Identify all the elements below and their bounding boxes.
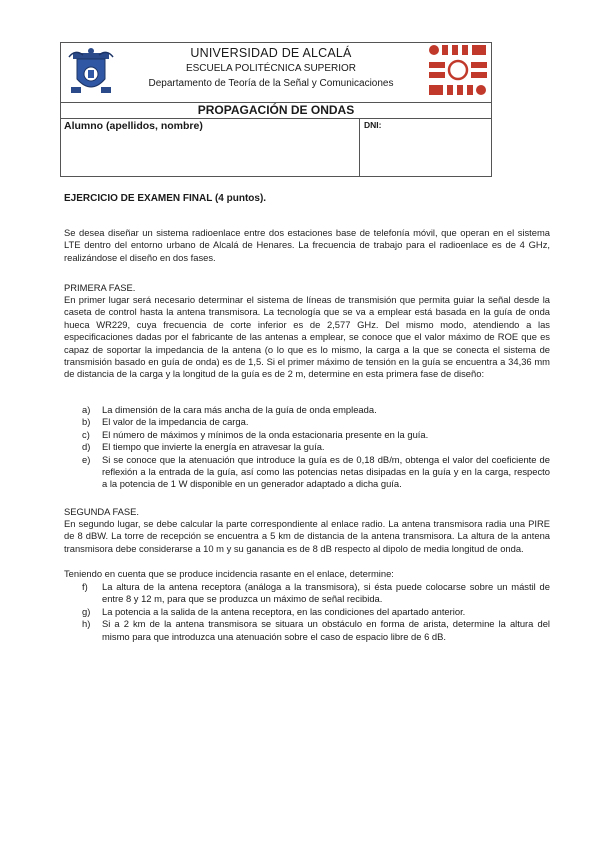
phase2-lead: Teniendo en cuenta que se produce incidencia rasante en el enlace, determine:	[64, 568, 394, 579]
list-item	[82, 441, 550, 453]
list-item	[82, 618, 550, 643]
phase1-heading: PRIMERA FASE.	[64, 282, 136, 293]
header-institution-row	[61, 43, 491, 103]
list-item-text: La dimensión de la cara más ancha de la guía de onda empleada.	[102, 404, 377, 415]
dni-divider	[359, 118, 360, 176]
subject-title: PROPAGACIÓN DE ONDAS	[197, 103, 355, 117]
list-marker: h)	[82, 618, 91, 630]
phase1-paragraph: En primer lugar será necesario determinar el sistema de líneas de transmisión que permita guiar la señal desde la caseta de control hasta la antena transmisora. La tecnología que se va a emplear está basada en la guía de onda hueca WR229, cuya frecuencia de corte inferior es de 2,577 GHz. Del mismo modo, atendiendo a las especificaciones dadas por el fabricante de las antenas a emplear, se conoce que el valor máximo de ROE que es capaz de soportar la impedancia de la antena (o lo que es lo mismo, la carga a la que se conecta el sistema de transmisión basado en guía de onda) es de 1,5. Si el primer máximo de tensión en la guía se encuentra a 34,36 mm de distancia de la carga y la longitud de la guía es de 2 m, determine en esta primera fase de diseño:	[64, 294, 550, 380]
list-marker: e)	[82, 453, 91, 465]
list-item	[82, 404, 550, 416]
list-marker: c)	[82, 428, 90, 440]
list-marker: a)	[82, 404, 91, 415]
phase2-list	[82, 581, 550, 643]
list-item-text: El tiempo que invierte la energía en atravesar la guía.	[102, 441, 325, 453]
phase2-heading: SEGUNDA FASE.	[64, 506, 140, 517]
list-item	[82, 454, 550, 491]
list-marker: d)	[82, 441, 91, 453]
list-marker: g)	[82, 605, 91, 617]
phase1-list	[82, 404, 550, 491]
student-row	[61, 118, 491, 176]
subject-row	[61, 102, 491, 119]
list-marker: b)	[82, 416, 91, 428]
list-item-text: Si se conoce que la atenuación que introduce la guía es de 0,18 dB/m, obtenga el valor del coeficiente de reflexión a la entrada de la guía, así como las potencias netas disipadas en la guía y en la carga, respecto a la potencia de 1 W disponible en un generador adaptado a dicha guía.	[102, 453, 550, 490]
department-logo-icon	[428, 44, 488, 96]
school-name: ESCUELA POLITÉCNICA SUPERIOR	[185, 63, 357, 74]
student-name-label: Alumno (apellidos, nombre)	[64, 120, 203, 132]
list-item	[82, 581, 550, 606]
list-item-text: El valor de la impedancia de carga.	[102, 416, 249, 428]
list-item	[82, 429, 550, 441]
list-item-text: La altura de la antena receptora (análoga a la transmisora), si ésta puede colocarse sobre un mástil de entre 8 y 12 m, para que se produzca un máximo de señal recibida.	[102, 581, 550, 605]
list-item-text: El número de máximos y mínimos de la onda estacionaria presente en la guía.	[102, 428, 429, 440]
list-marker: f)	[82, 581, 88, 592]
university-name: UNIVERSIDAD DE ALCALÁ	[190, 46, 352, 60]
department-name: Departamento de Teoría de la Señal y Comunicaciones	[148, 78, 394, 89]
dni-label: DNI:	[364, 120, 382, 130]
university-crest-icon	[67, 47, 115, 99]
list-item	[82, 606, 550, 618]
intro-paragraph: Se desea diseñar un sistema radioenlace entre dos estaciones base de telefonía móvil, que operan en el sistema LTE dentro del entorno urbano de Alcalá de Henares. La frecuencia de trabajo para el radioenlace es de 4 GHz, realizándose el diseño en dos fases.	[64, 227, 550, 263]
list-item	[82, 416, 550, 428]
list-item-text: La potencia a la salida de la antena receptora, en las condiciones del apartado anterior.	[102, 605, 466, 617]
list-item-text: Si a 2 km de la antena transmisora se situara un obstáculo en forma de arista, determine la altura del mismo para que introduzca una atenuación sobre el caso de espacio libre de 6 dB.	[102, 618, 550, 642]
phase2-paragraph: En segundo lugar, se debe calcular la parte correspondiente al enlace radio. La antena transmisora radia una PIRE de 8 dBW. La torre de recepción se encuentra a 5 km de distancia de la antena transmisora. La altura de la antena transmisora debe considerarse a 10 m y su ganancia es de 8 dB respecto al dipolo de media longitud de onda.	[64, 518, 550, 554]
exercise-title: EJERCICIO DE EXAMEN FINAL (4 puntos).	[64, 193, 267, 204]
